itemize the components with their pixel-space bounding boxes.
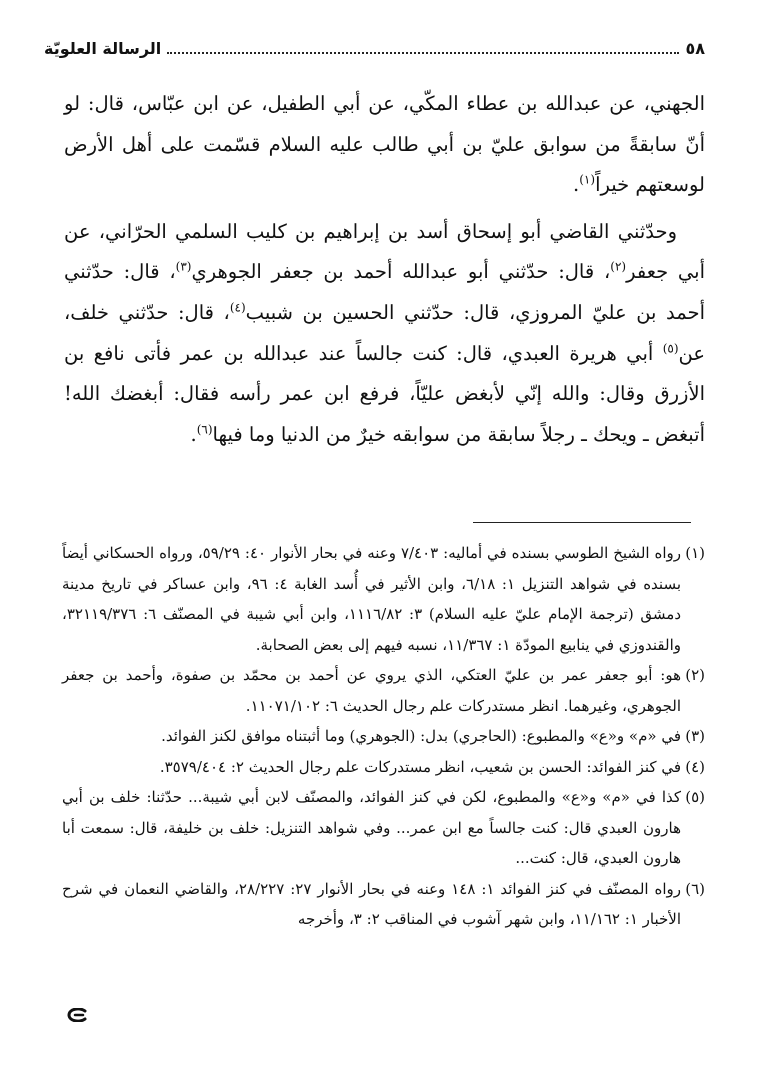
footnote-number: (٣): [685, 727, 705, 745]
footnote-number: (٢): [685, 666, 705, 684]
footnote-text: هو: أبو جعفر عمر بن عليّ العتكي، الذي يروي عن أحمد بن محمّد بن صفوة، وأحمد بن جعفر الجوهري، وغيرهما. انظر مستدركات علم رجال الحديث ٦: ١١٠٧١/١٠٢.: [62, 666, 681, 715]
footnote-text: كذا في «م» و«ع» والمطبوع، لكن في كنز الفوائد، والمصنّف لابن أبي شيبة... حدّثنا: خلف بن أبي هارون العبدي قال: كنت جالساً مع ابن عمر... وفي شواهد التنزيل: خلف بن خليفة، قال: سمعت أبا هارون العبدي، قال: كنت...: [62, 788, 681, 867]
footnote-text: رواه المصنّف في كنز الفوائد ١: ١٤٨ وعنه في بحار الأنوار ٢٧: ٢٨/٢٢٧، والقاضي النعمان في شرح الأخبار ١: ١١/١٦٢، وابن شهر آشوب في المناقب ٢: ٣، وأخرجه: [62, 879, 682, 928]
footnote-text: في كنز الفوائد: الحسن بن شعيب، انظر مستدركات علم رجال الحديث ٢: ٣٥٧٩/٤٠٤.: [159, 757, 681, 776]
footnote-ref-1[interactable]: (١): [579, 172, 596, 187]
paragraph-2-text-b: ، قال: حدّثني أبو عبدالله أحمد بن جعفر الجوهري: [191, 260, 611, 284]
footnote-ref-6[interactable]: (٦): [196, 422, 213, 437]
paragraph-2-text-a: وحدّثني القاضي أبو إسحاق أسد بن إبراهيم بن كليب السلمي الحرّاني، عن أبي جعفر: [64, 219, 706, 284]
footnote-1: [62, 538, 705, 660]
footnote-number: (٥): [685, 788, 705, 806]
footnotes: [62, 538, 705, 935]
footnote-text: رواه الشيخ الطوسي بسنده في أماليه: ٧/٤٠٣ وعنه في بحار الأنوار ٤٠: ٥٩/٢٩، ورواه الحسكاني أيضاً بسنده في شواهد التنزيل ١: ٦/١٨، وابن الأثير في أُسد الغابة ٤: ٩٦، وابن عساكر في تاريخ مدينة دمشق (ترجمة الإمام عليّ عليه السلام) ٣: ١١١٦/٨٢، وابن أبي شيبة في المصنّف ٦: ٣٢١١٩/٣٧٦، والقندوزي في ينابيع المودّة ١: ١١/٣٦٧، نسبه فيهم إلى بعض الصحابة.: [62, 544, 682, 654]
page-number: ٥٨: [685, 39, 705, 58]
paragraph-2-text-d: ، قال: حدّثني خلف، عن: [64, 300, 706, 365]
footnote-ref-2[interactable]: (٢): [610, 259, 627, 274]
header-leader-dots: [167, 52, 679, 54]
paragraph-1-text: الجهني، عن عبدالله بن عطاء المكّي، عن أبي الطفيل، عن ابن عبّاس، قال: لو أنّ سابقةً من سوابق عليّ بن أبي طالب عليه السلام قسّمت على أهل الأرض لوسعتهم خيراً: [64, 92, 705, 197]
footnote-text: في «م» و«ع» والمطبوع: (الحاجري) بدل: (الجوهري) وما أثبتناه موافق لكنز الفوائد.: [161, 727, 681, 745]
footnote-ref-3[interactable]: (٣): [175, 259, 192, 274]
footnote-number: (١): [685, 544, 705, 562]
footnote-4: [62, 752, 705, 783]
footnote-number: (٤): [685, 757, 705, 776]
paragraph-2-text-e: أبي هريرة العبدي، قال: كنت جالساً عند عبدالله بن عمر فأتى نافع بن الأزرق وقال: والله إنّي لأبغض عليّاً، فرفع ابن عمر رأسه فقال: أبغضك الله! أتبغض ـ ويحك ـ رجلاً سابقة من سوابقه خيرٌ من الدنيا وما فيها: [64, 341, 705, 446]
footnote-number: (٦): [685, 879, 705, 898]
footnote-5: [62, 782, 705, 874]
footnote-6: [62, 874, 705, 935]
footnote-2: [62, 660, 705, 721]
paragraph-1: الجهني، عن عبدالله بن عطاء المكّي، عن أبي الطفيل، عن ابن عبّاس، قال: لو أنّ سابقةً من سوابق عليّ بن أبي طالب عليه السلام قسّمت على أهل الأرض لوسعتهم خيراً$^{(١)}$.: [64, 92, 705, 197]
footnote-ref-5[interactable]: (٥): [662, 341, 679, 356]
paragraph-2: وحدّثني القاضي أبو إسحاق أسد بن إبراهيم بن كليب السلمي الحرّاني، عن أبي جعفر$^{(٢)}$، قال: حدّثني أبو عبدالله أحمد بن جعفر الجوهري$^{(٣)}$، قال: حدّثني أحمد بن عليّ المروزي، قال: حدّثني الحسين بن شبيب$^{(٤)}$، قال: حدّثني خلف، عن$^{(٥)}$ أبي هريرة العبدي، قال: كنت جالساً عند عبدالله بن عمر فأتى نافع بن الأزرق وقال: والله إنّي لأبغض عليّاً، فرفع ابن عمر رأسه فقال: أبغضك الله! أتبغض ـ ويحك ـ رجلاً سابقة من سوابقه خيرٌ من الدنيا وما فيها$^{(٦)}$.: [64, 219, 706, 446]
continuation-mark-icon: [66, 1008, 88, 1022]
paragraph-2-text-c: ، قال: حدّثني أحمد بن عليّ المروزي، قال: حدّثني الحسين بن شبيب: [64, 260, 706, 324]
footnote-ref-4[interactable]: (٤): [229, 300, 246, 315]
footnote-3: [62, 721, 705, 752]
running-title: الرسالة العلويّة: [44, 39, 162, 58]
running-header: [44, 30, 705, 58]
footnote-separator: [473, 522, 691, 523]
main-text: [64, 84, 705, 455]
